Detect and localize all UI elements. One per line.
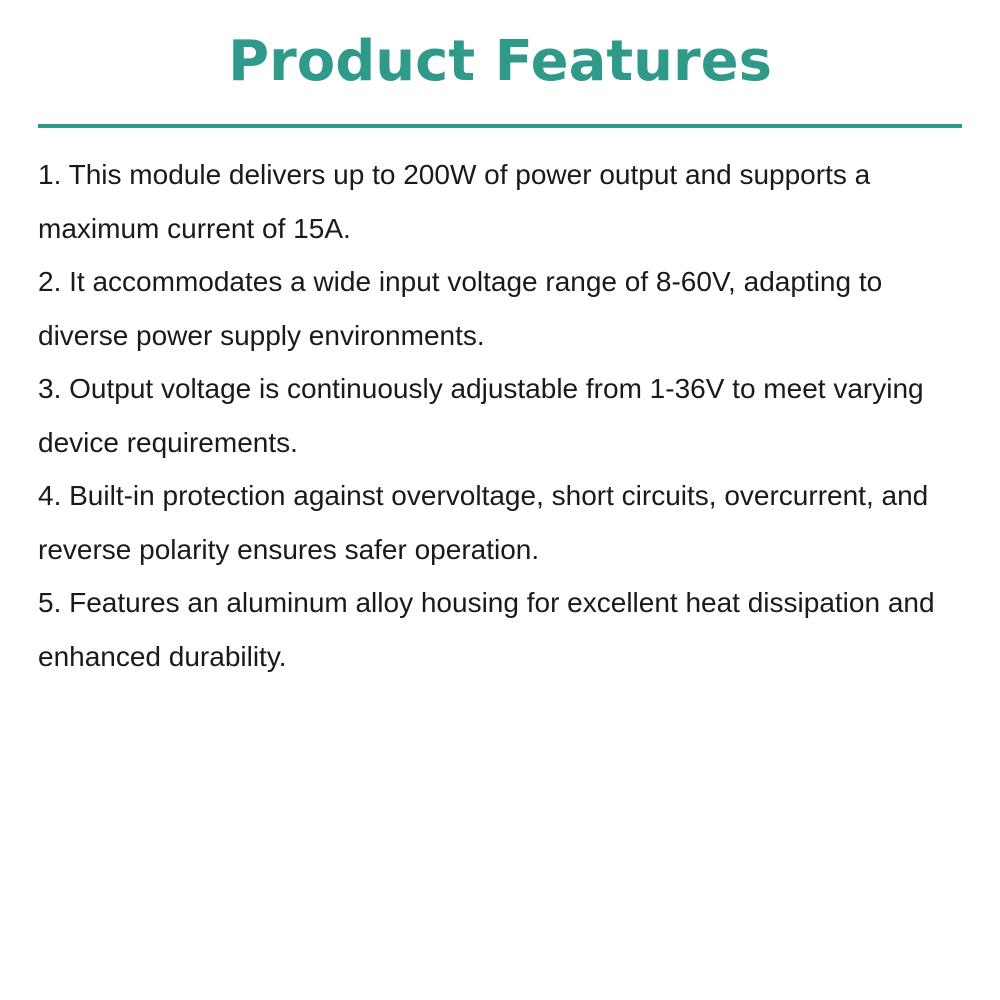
feature-item-2: 2. It accommodates a wide input voltage range of 8-60V, adapting to diverse power supply environments. <box>38 266 883 351</box>
feature-list <box>38 148 968 683</box>
feature-item-3: 3. Output voltage is continuously adjustable from 1-36V to meet varying device requirements. <box>38 373 924 458</box>
feature-item-1: 1. This module delivers up to 200W of power output and supports a maximum current of 15A. <box>38 159 871 244</box>
feature-item-5: 5. Features an aluminum alloy housing for excellent heat dissipation and enhanced durability. <box>38 587 935 672</box>
title-divider <box>38 124 962 128</box>
feature-item-4: 4. Built-in protection against overvoltage, short circuits, overcurrent, and reverse polarity ensures safer operation. <box>38 480 929 565</box>
page-title: Product Features <box>228 29 772 94</box>
